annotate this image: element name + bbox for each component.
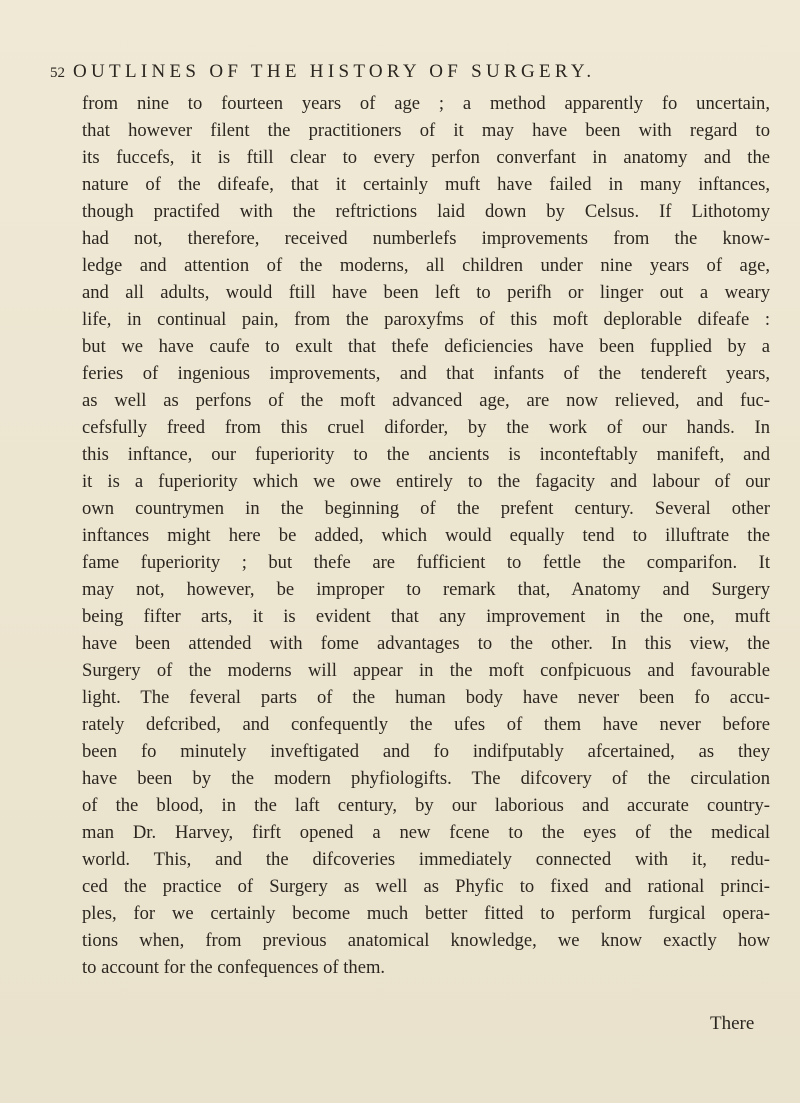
text-line: ples, for we certainly become much better fitted to perform furgical opera- (82, 903, 770, 924)
text-line: its fuccefs, it is ftill clear to every perfon converfant in anatomy and the (82, 147, 770, 168)
text-line: world. This, and the difcoveries immediately connected with it, redu- (82, 849, 770, 870)
text-line: from nine to fourteen years of age ; a method apparently fo uncertain, (82, 93, 770, 114)
page-number: 52 (50, 65, 65, 81)
text-line: to account for the confequences of them. (82, 957, 386, 978)
text-line: that however filent the practitioners of it may have been with regard to (82, 120, 770, 141)
body-text (82, 90, 770, 981)
text-line: have been by the modern phyfiologifts. The difcovery of the circulation (82, 768, 770, 789)
text-line: Surgery of the moderns will appear in the moft confpicuous and favourable (82, 660, 770, 681)
text-line: had not, therefore, received numberlefs improvements from the know- (82, 228, 770, 249)
text-line: inftances might here be added, which would equally tend to illuftrate the (82, 525, 770, 546)
text-line: feries of ingenious improvements, and that infants of the tendereft years, (82, 363, 770, 384)
text-line: and all adults, would ftill have been left to perifh or linger out a weary (82, 282, 770, 303)
text-line: have been attended with fome advantages to the other. In this view, the (82, 633, 770, 654)
text-line: own countrymen in the beginning of the prefent century. Several other (82, 498, 770, 519)
text-line: this inftance, our fuperiority to the ancients is inconteftably manifeft, and (82, 444, 770, 465)
text-line: nature of the difeafe, that it certainly muft have failed in many inftances, (82, 174, 770, 195)
text-line: may not, however, be improper to remark that, Anatomy and Surgery (82, 579, 770, 600)
text-line: light. The feveral parts of the human body have never been fo accu- (82, 687, 770, 708)
text-line: but we have caufe to exult that thefe deficiencies have been fupplied by a (82, 336, 770, 357)
page-header (50, 61, 770, 87)
text-line: tions when, from previous anatomical knowledge, we know exactly how (82, 930, 770, 951)
text-line: rately defcribed, and confequently the ufes of them have never before (82, 714, 770, 735)
text-line: fame fuperiority ; but thefe are fufficient to fettle the comparifon. It (82, 552, 770, 573)
catchword: There (710, 1013, 755, 1034)
text-line: as well as perfons of the moft advanced age, are now relieved, and fuc- (82, 390, 770, 411)
text-line: of the blood, in the laft century, by our laborious and accurate country- (82, 795, 770, 816)
text-line: man Dr. Harvey, firft opened a new fcene to the eyes of the medical (82, 822, 770, 843)
text-line: ced the practice of Surgery as well as Phyfic to fixed and rational princi- (82, 876, 770, 897)
text-line: been fo minutely inveftigated and fo indifputably afcertained, as they (82, 741, 770, 762)
text-line: life, in continual pain, from the paroxyfms of this moft deplorable difeafe : (82, 309, 770, 330)
text-line: cefsfully freed from this cruel diforder, by the work of our hands. In (82, 417, 770, 438)
running-title: OUTLINES OF THE HISTORY OF SURGERY. (73, 61, 596, 82)
text-line: though practifed with the reftrictions laid down by Celsus. If Lithotomy (82, 201, 770, 222)
text-line: ledge and attention of the moderns, all children under nine years of age, (82, 255, 770, 276)
text-line: it is a fuperiority which we owe entirely to the fagacity and labour of our (82, 471, 770, 492)
text-line: being fifter arts, it is evident that any improvement in the one, muft (82, 606, 770, 627)
